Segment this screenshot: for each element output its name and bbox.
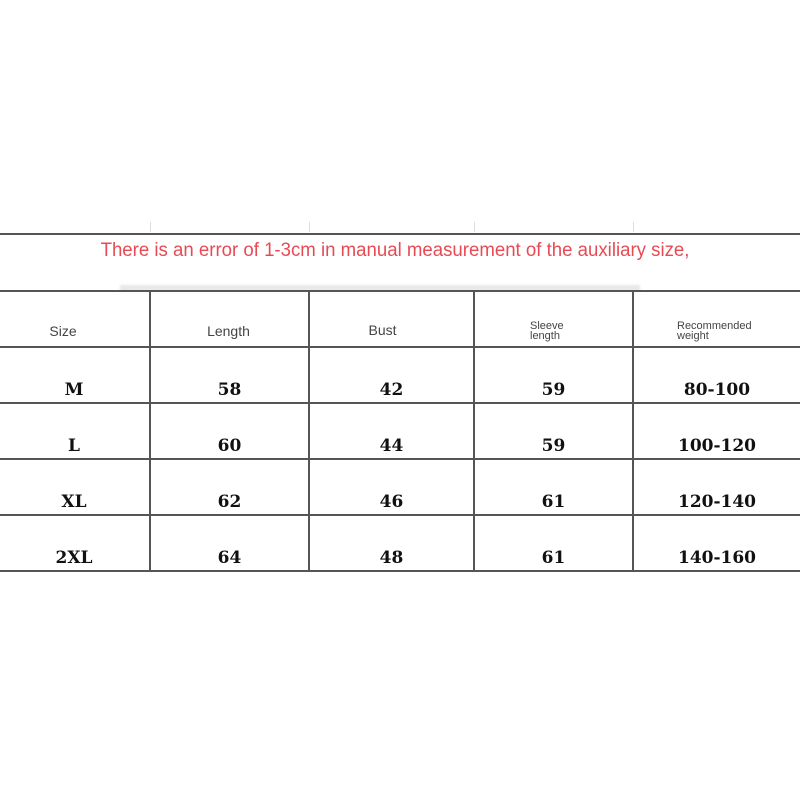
header-weight-line1: Recommended — [677, 320, 752, 332]
cell-length: 60 — [217, 436, 242, 456]
cell-bust: 46 — [379, 492, 404, 512]
cell-bust: 44 — [379, 436, 404, 456]
cell-size: L — [68, 436, 80, 456]
cell-size: XL — [61, 492, 87, 512]
cell-length: 62 — [217, 492, 242, 512]
cell-sleeve: 59 — [541, 436, 566, 456]
cell-size: M — [64, 380, 84, 400]
cell-weight: 80-100 — [683, 380, 751, 400]
cell-sleeve: 61 — [541, 548, 566, 568]
cell-bust: 48 — [379, 548, 404, 568]
header-bust: Bust — [368, 322, 397, 338]
table-bottom-border — [0, 570, 800, 572]
tick-mark — [309, 222, 310, 232]
cell-length: 58 — [217, 380, 242, 400]
row-divider — [0, 458, 800, 460]
measurement-error-notice: There is an error of 1-3cm in manual measurement of the auxiliary size, — [100, 240, 690, 261]
header-sleeve-line1: Sleeve — [530, 320, 564, 332]
header-length: Length — [207, 323, 250, 339]
cell-weight: 140-160 — [677, 548, 757, 568]
row-divider — [0, 514, 800, 516]
header-bottom-border — [0, 346, 800, 348]
header-size: Size — [49, 323, 77, 339]
cell-weight: 120-140 — [677, 492, 757, 512]
tick-mark — [150, 222, 151, 232]
cell-sleeve: 59 — [541, 380, 566, 400]
header-sleeve-length — [530, 321, 564, 341]
header-sleeve-line2: length — [530, 330, 560, 342]
cell-weight: 100-120 — [677, 436, 757, 456]
header-top-border — [0, 290, 800, 292]
header-recommended-weight — [677, 321, 752, 341]
header-weight-line2: weight — [677, 330, 709, 342]
cell-bust: 42 — [379, 380, 404, 400]
tick-mark — [474, 222, 475, 232]
column-divider — [473, 290, 475, 572]
cell-size: 2XL — [55, 548, 93, 568]
row-divider — [0, 402, 800, 404]
cell-sleeve: 61 — [541, 492, 566, 512]
table-top-border — [0, 233, 800, 235]
tick-mark — [633, 222, 634, 232]
column-divider — [632, 290, 634, 572]
cell-length: 64 — [217, 548, 242, 568]
